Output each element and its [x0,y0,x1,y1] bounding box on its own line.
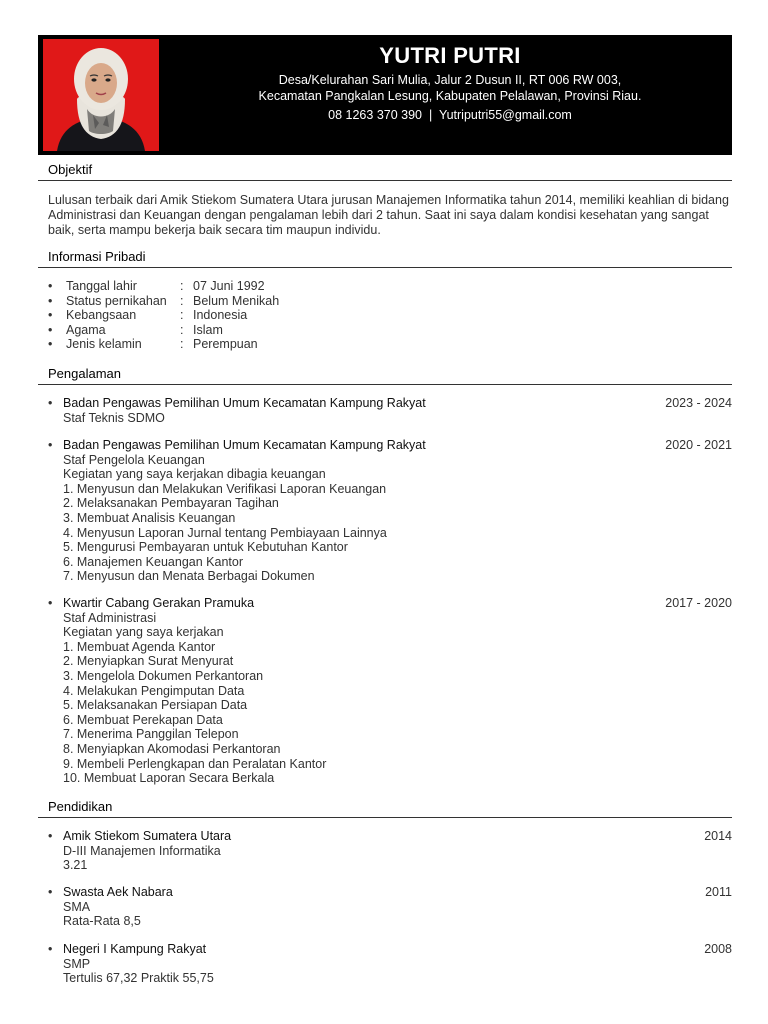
organization-name: Kwartir Cabang Gerakan Pramuka [63,596,255,610]
entry-line: Rata-Rata 8,5 [63,914,141,929]
info-label: Agama [66,322,106,337]
bullet: • [48,337,53,352]
entry-line: 4. Melakukan Pengimputan Data [63,683,245,698]
bullet: • [48,322,53,337]
entry-line: 2. Melaksanakan Pembayaran Tagihan [63,496,279,511]
contact-line [168,107,732,123]
entry-line: 3. Mengelola Dokumen Perkantoran [63,668,264,683]
info-colon: : [180,322,184,337]
info-value: Perempuan [193,337,258,352]
list-item [48,323,279,338]
objective-text: Lulusan terbaik dari Amik Stiekom Sumatera Utara jurusan Manajemen Informatika tahun 2014, memiliki keahlian di bidang Administrasi dan Keuangan dengan pengalaman lebih dari 2 tahun. Saat ini saya dalam kondisi kesehatan yang sangat baik, serta mampu bekerja baik secara tim maupun individu. [48,193,729,237]
entry-line: Staf Pengelola Keuangan [63,452,205,467]
experience-entry [48,438,732,584]
bullet: • [48,396,53,410]
bullet: • [48,829,53,843]
entry-line: SMA [63,899,91,914]
section-title-objective: Objektif [38,161,732,181]
list-item [48,308,279,323]
entry-line: Kegiatan yang saya kerjakan [63,625,224,640]
education-entry [48,885,732,929]
entry-line: 1. Membuat Agenda Kantor [63,639,216,654]
entry-line: 9. Membeli Perlengkapan dan Peralatan Kantor [63,756,327,771]
bullet: • [48,942,53,956]
contact-separator: | [428,108,433,122]
organization-name: Badan Pengawas Pemilihan Umum Kecamatan Kampung Rakyat [63,396,426,410]
entry-line: 10. Membuat Laporan Secara Berkala [63,771,275,786]
organization-name: Badan Pengawas Pemilihan Umum Kecamatan Kampung Rakyat [63,438,426,452]
entry-line: 1. Menyusun dan Melakukan Verifikasi Laporan Keuangan [63,481,387,496]
info-value: Indonesia [193,308,248,323]
entry-line: 7. Menyusun dan Menata Berbagai Dokumen [63,569,315,584]
entry-line: 3. Membuat Analisis Keuangan [63,510,236,525]
info-label: Jenis kelamin [66,337,142,352]
entry-line: 4. Menyusun Laporan Jurnal tentang Pembiayaan Lainnya [63,525,387,540]
entry-line: Staf Administrasi [63,610,157,625]
info-value: Belum Menikah [193,293,280,308]
experience-entry [48,396,732,425]
bullet: • [48,596,53,610]
header-text [168,35,732,123]
info-label: Kebangsaan [66,308,137,323]
education-entry [48,829,732,873]
section-title-experience: Pengalaman [38,365,732,385]
school-name: Amik Stiekom Sumatera Utara [63,829,232,843]
entry-line: 7. Menerima Panggilan Telepon [63,727,239,742]
info-label: Tanggal lahir [66,279,137,293]
bullet: • [48,279,53,293]
entry-line: 5. Melaksanakan Persiapan Data [63,698,248,713]
info-value: Islam [193,322,223,337]
list-item [48,337,279,352]
address-line-2: Kecamatan Pangkalan Lesung, Kabupaten Pelalawan, Provinsi Riau. [258,89,642,103]
entry-line: Tertulis 67,32 Praktik 55,75 [63,971,214,986]
info-colon: : [180,308,184,323]
bullet: • [48,438,53,452]
school-name: Swasta Aek Nabara [63,885,173,899]
entry-years: 2011 [705,885,732,899]
list-item [48,294,279,309]
entry-line: 5. Mengurusi Pembayaran untuk Kebutuhan Kantor [63,540,348,555]
candidate-name: YUTRI PUTRI [379,43,521,68]
entry-line: Kegiatan yang saya kerjakan dibagia keuangan [63,467,326,482]
entry-years: 2023 - 2024 [665,396,732,410]
info-colon: : [180,337,184,352]
section-title-education: Pendidikan [38,798,732,818]
entry-line: 6. Membuat Perekapan Data [63,712,223,727]
entry-line: D-III Manajemen Informatika [63,843,221,858]
entry-line: 8. Menyiapkan Akomodasi Perkantoran [63,741,281,756]
entry-years: 2020 - 2021 [665,438,732,452]
phone-number: 08 1263 370 390 [328,108,422,122]
bullet: • [48,293,53,308]
entry-line: 2. Menyiapkan Surat Menyurat [63,654,234,669]
bullet: • [48,885,53,899]
bullet: • [48,308,53,323]
profile-photo [43,39,159,151]
section-title-personal-info: Informasi Pribadi [38,248,732,268]
experience-entry [48,596,732,786]
address-line-1: Desa/Kelurahan Sari Mulia, Jalur 2 Dusun II, RT 006 RW 003, [278,73,622,87]
entry-line: SMP [63,956,91,971]
personal-info-list [48,279,279,352]
school-name: Negeri I Kampung Rakyat [63,942,207,956]
info-value: 07 Juni 1992 [193,279,265,293]
info-label: Status pernikahan [66,293,167,308]
entry-line: 3.21 [63,858,88,873]
education-entry [48,942,732,986]
entry-line: Staf Teknis SDMO [63,410,165,425]
list-item [48,279,279,294]
entry-years: 2017 - 2020 [665,596,732,610]
entry-years: 2014 [704,829,732,843]
entry-line: 6. Manajemen Keuangan Kantor [63,554,243,569]
entry-years: 2008 [704,942,732,956]
info-colon: : [180,279,184,293]
cv-header [38,35,732,155]
email-address: Yutriputri55@gmail.com [438,108,572,122]
info-colon: : [180,293,184,308]
